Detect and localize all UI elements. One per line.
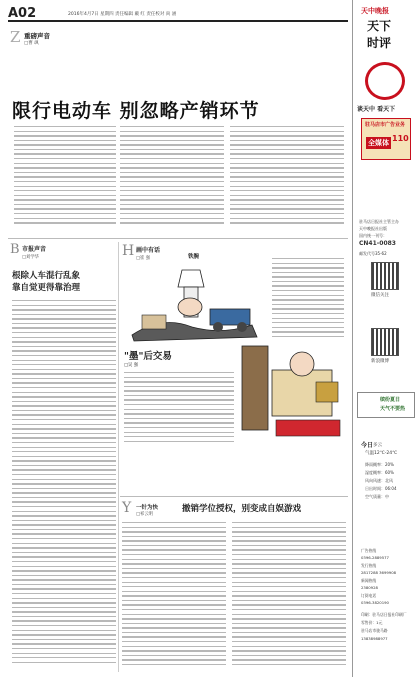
page-header (8, 4, 348, 22)
wechat-qr-code (371, 262, 399, 290)
section-zhongbang (10, 28, 80, 48)
article-4-col-2 (232, 522, 346, 670)
article-1-col-2 (120, 126, 224, 236)
weather-row: 空气质量：中 (365, 494, 389, 499)
date-line: 2016年4月7日 星期四 责任编辑 戴 红 责任校对 尚 涵 (68, 12, 177, 17)
weather-row: 湿度概率：60% (365, 470, 394, 475)
page-number: A02 (8, 6, 37, 21)
sidebar (357, 0, 415, 677)
weather-temperature: 气温12℃-24℃ (365, 451, 398, 456)
ad-banner (361, 118, 411, 160)
postal-code: 邮发代号35-62 (359, 251, 387, 256)
ad-text: 缤纷夏日 (380, 397, 401, 403)
footer-row: 2380928 (361, 585, 378, 590)
cartoon-1-note (272, 258, 344, 338)
weibo-qr-code (371, 328, 399, 356)
footer-row: 13838988977 (361, 636, 388, 641)
divider (8, 238, 348, 239)
author: □崔 强 (136, 256, 151, 261)
footer-row: 发行热线 (361, 563, 377, 568)
section-initial: Y (122, 500, 132, 516)
footer-row: 新闻热线 (361, 578, 377, 583)
cartoon-2-note (124, 372, 234, 444)
column-name: 画中有话 (136, 247, 161, 254)
qr-label: 微信关注 (371, 293, 389, 298)
cartoon-caption: "墨"后交易 (124, 351, 172, 362)
weather-row: 日出时间：06:04 (365, 486, 397, 491)
paper-logo-icon (365, 62, 405, 100)
footer-row: 印刷：驻马店日报社印刷厂 (361, 612, 407, 617)
cartoon-iron-fist (122, 265, 272, 345)
sidebar-divider (352, 0, 353, 677)
weather-condition: 多云 (373, 443, 382, 448)
article-1-col-1 (14, 126, 116, 236)
ad-banner-title: 驻马店市广告业务 (365, 122, 406, 128)
issue-number: CN41-0083 (359, 240, 396, 247)
publisher: 驻马店日报社主管主办 (359, 219, 399, 224)
footer-row: 零售价：1元 (361, 620, 383, 625)
section-initial: B (10, 242, 20, 257)
section-initial: H (122, 243, 135, 259)
editor-line: 天中晚报社出版 (359, 226, 387, 231)
footer-row: 订阅电话 (361, 593, 377, 598)
footer-row: 0396-2889577 (361, 555, 389, 560)
column-title-2: 时评 (367, 36, 392, 50)
column-divider (118, 242, 119, 672)
paper-name: 天中晚报 (361, 7, 389, 15)
cartoon-caption-author: □吴 强 (124, 363, 139, 368)
headline-2a: 根除人车混行乱象 (12, 271, 81, 281)
article-1-col-3 (230, 126, 344, 236)
motto: 谈天中 看天下 (357, 106, 396, 113)
ad-text: 天气不要热 (380, 406, 406, 412)
main-headline: 限行电动车 别忽略产销环节 (12, 100, 260, 122)
column-name: 一针为快 (136, 505, 159, 511)
cartoon-stamp-deal (236, 340, 346, 444)
ad-banner-number: 110 (392, 134, 409, 143)
author: □刘学华 (22, 255, 39, 260)
footer-row: 驻马店市骏马路 (361, 628, 388, 633)
weather-today: 今日 (361, 442, 374, 449)
weather-row: 降雨概率：20% (365, 462, 394, 467)
author: □祁云明 (136, 512, 153, 517)
section-initial: Z (10, 28, 21, 46)
divider (120, 496, 348, 497)
column-name: 重磅声音 (24, 32, 50, 40)
cartoon-label: 铁腕 (188, 254, 200, 260)
footer-row: 广告热线 (361, 548, 377, 553)
headline-2b: 靠自觉更得靠治理 (12, 283, 81, 293)
qr-label: 新浪微博 (371, 359, 389, 364)
column-name: 市报声音 (22, 246, 47, 253)
column-title-1: 天下 (367, 19, 392, 33)
headline-4: 撤销学位授权，别变成自娱游戏 (182, 504, 302, 514)
weather-row: 风向风速：北风 (365, 478, 393, 483)
footer-row: 0396-3820190 (361, 600, 389, 605)
ad-strip (357, 392, 415, 418)
issue-label: 国内统一刊号： (359, 233, 387, 238)
author: □曹 飒 (24, 41, 39, 46)
ad-banner-sub: 全媒体 (368, 139, 389, 147)
article-4-col-1 (122, 522, 226, 670)
article-2-body (12, 300, 116, 670)
footer-row: 2817288 3699908 (361, 570, 397, 575)
